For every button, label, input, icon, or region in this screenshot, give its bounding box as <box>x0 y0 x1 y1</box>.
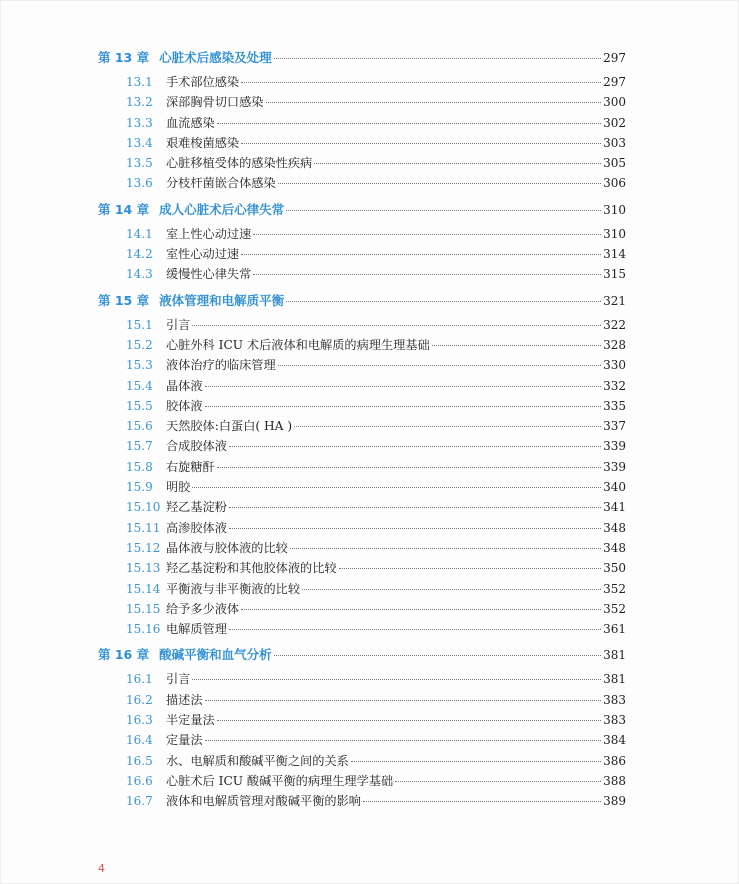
dot-leader <box>217 720 601 721</box>
section-title: 液体治疗的临床管理 <box>166 358 276 373</box>
section-number: 15.16 <box>126 622 161 637</box>
table-of-contents <box>98 46 626 812</box>
section-number: 14.2 <box>126 247 153 262</box>
dot-leader <box>278 365 601 366</box>
toc-chapter-entry[interactable] <box>98 289 626 312</box>
dot-leader <box>278 183 601 184</box>
dot-leader <box>229 629 601 630</box>
toc-section-entry[interactable] <box>98 173 626 193</box>
toc-section-entry[interactable] <box>98 538 626 558</box>
chapter-title: 成人心脏术后心律失常 <box>159 201 285 217</box>
dot-leader <box>351 761 601 762</box>
section-page-number: 302 <box>603 115 626 130</box>
section-page-number: 337 <box>603 419 626 434</box>
toc-chapter-entry[interactable] <box>98 198 626 221</box>
toc-section-entry[interactable] <box>98 791 626 811</box>
section-title: 晶体液 <box>166 378 203 393</box>
section-page-number: 341 <box>603 500 626 515</box>
section-title: 平衡液与非平衡液的比较 <box>166 581 301 596</box>
section-page-number: 330 <box>603 358 626 373</box>
section-title: 手术部位感染 <box>166 75 240 89</box>
section-title: 羟乙基淀粉 <box>166 500 227 515</box>
section-title: 胶体液 <box>166 398 203 413</box>
chapter-number: 第 16 章 <box>98 647 150 663</box>
dot-leader <box>229 446 601 447</box>
toc-section-entry[interactable] <box>98 224 626 244</box>
chapter-page-number: 381 <box>603 648 626 663</box>
toc-section-entry[interactable] <box>98 669 626 689</box>
dot-leader <box>205 740 602 741</box>
section-number: 15.2 <box>126 337 153 352</box>
toc-section-entry[interactable] <box>98 72 626 92</box>
section-page-number: 381 <box>603 672 626 687</box>
section-page-number: 361 <box>603 622 626 637</box>
section-title: 心脏术后 ICU 酸碱平衡的病理生理学基础 <box>166 773 394 788</box>
section-page-number: 328 <box>603 337 626 352</box>
section-page-number: 322 <box>603 317 626 332</box>
section-number: 15.9 <box>126 480 153 495</box>
section-page-number: 335 <box>603 398 626 413</box>
toc-section-entry[interactable] <box>98 599 626 619</box>
section-number: 13.6 <box>126 176 153 191</box>
dot-leader <box>339 568 601 569</box>
dot-leader <box>253 234 601 235</box>
dot-leader <box>229 507 601 508</box>
section-title: 深部胸骨切口感染 <box>166 95 264 110</box>
section-title: 定量法 <box>166 733 203 748</box>
section-page-number: 352 <box>603 601 626 616</box>
section-number: 15.12 <box>126 540 161 555</box>
toc-section-entry[interactable] <box>98 376 626 396</box>
section-number: 15.7 <box>126 439 153 454</box>
section-number: 15.13 <box>126 561 161 576</box>
section-number: 14.1 <box>126 226 153 241</box>
toc-section-entry[interactable] <box>98 751 626 771</box>
section-title: 引言 <box>166 317 191 332</box>
section-number: 16.4 <box>126 733 153 748</box>
section-page-number: 310 <box>603 226 626 241</box>
dot-leader <box>302 589 601 590</box>
dot-leader <box>286 301 601 302</box>
dot-leader <box>192 679 601 680</box>
section-number: 16.1 <box>126 672 153 687</box>
section-title: 艰难梭菌感染 <box>166 135 240 150</box>
section-number: 16.6 <box>126 773 153 788</box>
section-number: 15.15 <box>126 601 161 616</box>
section-page-number: 388 <box>603 773 626 788</box>
dot-leader <box>432 345 601 346</box>
toc-section-entry[interactable] <box>98 153 626 173</box>
section-title: 半定量法 <box>166 713 215 728</box>
section-number: 14.3 <box>126 267 153 282</box>
section-title: 给予多少液体 <box>166 601 240 616</box>
toc-section-entry[interactable] <box>98 730 626 750</box>
dot-leader <box>205 406 602 407</box>
dot-leader <box>229 528 601 529</box>
dot-leader <box>192 487 601 488</box>
section-number: 15.3 <box>126 358 153 373</box>
dot-leader <box>241 143 601 144</box>
chapter-page-number: 297 <box>603 51 626 65</box>
section-number: 16.7 <box>126 794 153 809</box>
dot-leader <box>314 163 601 164</box>
toc-section-entry[interactable] <box>98 436 626 456</box>
section-title: 描述法 <box>166 692 203 707</box>
section-title: 合成胶体液 <box>166 439 227 454</box>
section-title: 天然胶体:白蛋白( HA ) <box>166 419 293 434</box>
section-number: 13.1 <box>126 75 153 89</box>
section-title: 高渗胶体液 <box>166 520 227 535</box>
section-title: 室上性心动过速 <box>166 226 252 241</box>
toc-section-entry[interactable] <box>98 477 626 497</box>
dot-leader <box>205 700 602 701</box>
dot-leader <box>253 274 601 275</box>
section-title: 缓慢性心律失常 <box>166 267 252 282</box>
section-page-number: 305 <box>603 156 626 171</box>
toc-section-entry[interactable] <box>98 497 626 517</box>
dot-leader <box>274 58 601 59</box>
section-title: 心脏移植受体的感染性疾病 <box>166 156 313 171</box>
section-number: 15.6 <box>126 419 153 434</box>
section-page-number: 348 <box>603 520 626 535</box>
section-page-number: 332 <box>603 378 626 393</box>
section-number: 13.5 <box>126 156 153 171</box>
section-page-number: 384 <box>603 733 626 748</box>
section-page-number: 386 <box>603 753 626 768</box>
section-page-number: 306 <box>603 176 626 191</box>
toc-section-entry[interactable] <box>98 335 626 355</box>
dot-leader <box>290 548 601 549</box>
chapter-title: 酸碱平衡和血气分析 <box>159 647 272 663</box>
dot-leader <box>395 781 601 782</box>
dot-leader <box>205 386 602 387</box>
section-title: 明胶 <box>166 480 191 495</box>
section-title: 右旋糖酐 <box>166 459 215 474</box>
dot-leader <box>294 426 601 427</box>
chapter-page-number: 321 <box>603 293 626 308</box>
section-page-number: 300 <box>603 95 626 110</box>
dot-leader <box>241 254 601 255</box>
toc-section-entry[interactable] <box>98 113 626 133</box>
toc-section-entry[interactable] <box>98 690 626 710</box>
section-number: 16.3 <box>126 713 153 728</box>
dot-leader <box>217 467 601 468</box>
toc-section-entry[interactable] <box>98 92 626 112</box>
chapter-title: 心脏术后感染及处理 <box>159 50 272 65</box>
section-title: 羟乙基淀粉和其他胶体液的比较 <box>166 561 337 576</box>
toc-section-entry[interactable] <box>98 619 626 639</box>
page-number: 4 <box>98 862 105 875</box>
section-page-number: 297 <box>603 75 626 89</box>
section-page-number: 303 <box>603 135 626 150</box>
section-title: 水、电解质和酸碱平衡之间的关系 <box>166 753 349 768</box>
toc-section-entry[interactable] <box>98 264 626 284</box>
section-page-number: 340 <box>603 480 626 495</box>
toc-section-entry[interactable] <box>98 416 626 436</box>
toc-chapter-entry[interactable] <box>98 46 626 69</box>
chapter-title: 液体管理和电解质平衡 <box>159 292 285 308</box>
section-title: 室性心动过速 <box>166 247 240 262</box>
section-number: 15.10 <box>126 500 161 515</box>
toc-section-entry[interactable] <box>98 457 626 477</box>
section-number: 15.1 <box>126 317 153 332</box>
section-number: 13.3 <box>126 115 153 130</box>
toc-section-entry[interactable] <box>98 355 626 375</box>
section-number: 13.2 <box>126 95 153 110</box>
section-page-number: 314 <box>603 247 626 262</box>
section-number: 16.5 <box>126 753 153 768</box>
toc-section-entry[interactable] <box>98 771 626 791</box>
toc-section-entry[interactable] <box>98 244 626 264</box>
chapter-number: 第 14 章 <box>98 201 150 217</box>
section-number: 13.4 <box>126 135 153 150</box>
section-page-number: 383 <box>603 713 626 728</box>
dot-leader <box>241 82 601 83</box>
section-number: 15.8 <box>126 459 153 474</box>
dot-leader <box>286 210 601 211</box>
chapter-number: 第 13 章 <box>98 50 150 65</box>
toc-section-entry[interactable] <box>98 579 626 599</box>
dot-leader <box>266 102 602 103</box>
section-number: 15.11 <box>126 520 161 535</box>
toc-section-entry[interactable] <box>98 710 626 730</box>
section-title: 引言 <box>166 672 191 687</box>
section-page-number: 350 <box>603 561 626 576</box>
chapter-page-number: 310 <box>603 202 626 217</box>
toc-section-entry[interactable] <box>98 133 626 153</box>
section-title: 血流感染 <box>166 115 215 130</box>
section-page-number: 339 <box>603 439 626 454</box>
section-page-number: 339 <box>603 459 626 474</box>
section-page-number: 315 <box>603 267 626 282</box>
toc-section-entry[interactable] <box>98 518 626 538</box>
dot-leader <box>217 123 601 124</box>
dot-leader <box>192 325 601 326</box>
section-page-number: 352 <box>603 581 626 596</box>
section-number: 15.4 <box>126 378 153 393</box>
section-title: 晶体液与胶体液的比较 <box>166 540 288 555</box>
section-title: 液体和电解质管理对酸碱平衡的影响 <box>166 794 361 809</box>
section-number: 15.14 <box>126 581 161 596</box>
toc-section-entry[interactable] <box>98 315 626 335</box>
toc-section-entry[interactable] <box>98 396 626 416</box>
section-page-number: 383 <box>603 692 626 707</box>
section-title: 电解质管理 <box>166 622 227 637</box>
section-number: 15.5 <box>126 398 153 413</box>
section-title: 分枝杆菌嵌合体感染 <box>166 176 276 191</box>
section-title: 心脏外科 ICU 术后液体和电解质的病理生理基础 <box>166 337 430 352</box>
toc-chapter-entry[interactable] <box>98 643 626 666</box>
section-page-number: 348 <box>603 540 626 555</box>
chapter-number: 第 15 章 <box>98 292 150 308</box>
dot-leader <box>241 609 601 610</box>
dot-leader <box>274 655 601 656</box>
toc-section-entry[interactable] <box>98 558 626 578</box>
section-number: 16.2 <box>126 692 153 707</box>
section-page-number: 389 <box>603 794 626 809</box>
dot-leader <box>363 801 601 802</box>
